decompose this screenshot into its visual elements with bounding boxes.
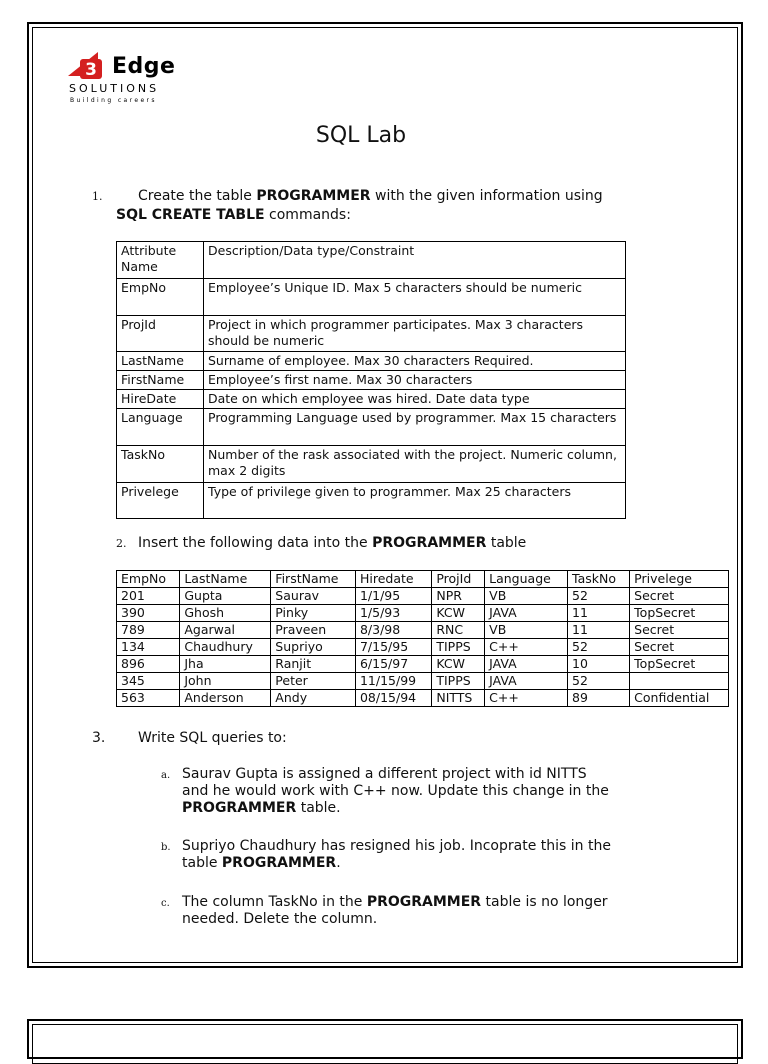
table-cell: 789	[117, 622, 180, 639]
table-cell: JAVA	[485, 656, 568, 673]
table-cell: Date on which employee was hired. Date data type	[204, 390, 626, 409]
table-cell: KCW	[432, 605, 485, 622]
table-header-row	[117, 571, 729, 588]
table-header-cell: Language	[485, 571, 568, 588]
table-cell: TopSecret	[630, 656, 729, 673]
table-row	[117, 588, 729, 605]
table-cell: Language	[117, 409, 204, 446]
table-cell: Andy	[271, 690, 356, 707]
table-cell: Gupta	[180, 588, 271, 605]
table-cell: Anderson	[180, 690, 271, 707]
table-cell: 1/1/95	[355, 588, 431, 605]
table-cell: 10	[568, 656, 630, 673]
logo-subtitle: SOLUTIONS	[69, 82, 160, 95]
table-cell: Jha	[180, 656, 271, 673]
question-3-number: 3.	[92, 730, 106, 746]
attribute-table	[116, 241, 626, 519]
table-cell: Supriyo	[271, 639, 356, 656]
table-cell: Ghosh	[180, 605, 271, 622]
table-cell: VB	[485, 622, 568, 639]
table-cell: 1/5/93	[355, 605, 431, 622]
logo-tagline: Building careers	[70, 97, 157, 104]
table-cell: Peter	[271, 673, 356, 690]
table-cell: Type of privilege given to programmer. Max 25 characters	[204, 483, 626, 519]
table-cell: Saurav	[271, 588, 356, 605]
table-row	[117, 409, 626, 446]
table-row	[117, 673, 729, 690]
table-cell: Surname of employee. Max 30 characters Required.	[204, 352, 626, 371]
question-1-line-1: Create the table PROGRAMMER with the given information using	[138, 188, 603, 204]
table-row	[117, 316, 626, 352]
table-cell: Ranjit	[271, 656, 356, 673]
item-b-text: Supriyo Chaudhury has resigned his job. Incoprate this in the table PROGRAMMER.	[182, 838, 611, 871]
table-header-cell: Privelege	[630, 571, 729, 588]
table-header-cell: TaskNo	[568, 571, 630, 588]
table-cell: EmpNo	[117, 279, 204, 316]
table-cell: Chaudhury	[180, 639, 271, 656]
page-title: SQL Lab	[315, 123, 407, 148]
item-c-letter: c.	[161, 898, 170, 909]
table-row	[117, 483, 626, 519]
table-cell: LastName	[117, 352, 204, 371]
table-cell: 8/3/98	[355, 622, 431, 639]
question-1-line-2: SQL CREATE TABLE commands:	[116, 207, 351, 223]
table-cell: 08/15/94	[355, 690, 431, 707]
logo-word: Edge	[112, 54, 176, 79]
table-cell: C++	[485, 690, 568, 707]
table-cell: 11	[568, 622, 630, 639]
item-c-text: The column TaskNo in the PROGRAMMER table is no longer needed. Delete the column.	[182, 894, 608, 927]
table-cell: Confidential	[630, 690, 729, 707]
next-page-border-inner	[32, 1024, 738, 1064]
table-cell: Privelege	[117, 483, 204, 519]
item-a-text: Saurav Gupta is assigned a different project with id NITTS and he would work with C++ now. Update this change in the PROGRAMMER table.	[182, 766, 609, 816]
table-header-cell: LastName	[180, 571, 271, 588]
table-cell: Secret	[630, 622, 729, 639]
table-cell: VB	[485, 588, 568, 605]
table-cell: 7/15/95	[355, 639, 431, 656]
question-3-text: Write SQL queries to:	[138, 730, 287, 746]
table-cell: 52	[568, 673, 630, 690]
table-cell: RNC	[432, 622, 485, 639]
table-cell	[630, 673, 729, 690]
table-row	[117, 446, 626, 483]
table-cell: 89	[568, 690, 630, 707]
table-cell: 201	[117, 588, 180, 605]
table-cell: JAVA	[485, 673, 568, 690]
table-cell: John	[180, 673, 271, 690]
table-cell: NPR	[432, 588, 485, 605]
table-cell: 896	[117, 656, 180, 673]
table-row	[117, 371, 626, 390]
table-cell: Agarwal	[180, 622, 271, 639]
page-title-wrap	[0, 123, 722, 148]
table-cell: 52	[568, 588, 630, 605]
table-cell: FirstName	[117, 371, 204, 390]
table-cell: 6/15/97	[355, 656, 431, 673]
table-cell: Praveen	[271, 622, 356, 639]
table-row	[117, 622, 729, 639]
table-cell: Project in which programmer participates. Max 3 characters should be numeric	[204, 316, 626, 352]
table-cell: TaskNo	[117, 446, 204, 483]
table-cell: HireDate	[117, 390, 204, 409]
table-cell: KCW	[432, 656, 485, 673]
table-header-cell: Description/Data type/Constraint	[204, 242, 626, 279]
table-cell: TIPPS	[432, 673, 485, 690]
table-cell: Number of the rask associated with the project. Numeric column, max 2 digits	[204, 446, 626, 483]
table-cell: TopSecret	[630, 605, 729, 622]
table-header-row	[117, 242, 626, 279]
table-cell: JAVA	[485, 605, 568, 622]
table-row	[117, 656, 729, 673]
table-cell: 563	[117, 690, 180, 707]
table-cell: C++	[485, 639, 568, 656]
logo	[68, 52, 178, 108]
table-cell: 345	[117, 673, 180, 690]
table-cell: 52	[568, 639, 630, 656]
table-header-cell: FirstName	[271, 571, 356, 588]
item-b-letter: b.	[161, 842, 171, 853]
logo-emblem-icon	[68, 52, 114, 82]
table-cell: Secret	[630, 588, 729, 605]
table-cell: ProjId	[117, 316, 204, 352]
question-1-number: 1.	[92, 190, 103, 203]
table-cell: NITTS	[432, 690, 485, 707]
table-cell: Employee’s first name. Max 30 characters	[204, 371, 626, 390]
table-header-cell: Hiredate	[355, 571, 431, 588]
table-row	[117, 352, 626, 371]
logo-digit: 3	[85, 60, 97, 80]
item-a-letter: a.	[161, 770, 171, 781]
table-cell: Pinky	[271, 605, 356, 622]
table-cell: 11/15/99	[355, 673, 431, 690]
table-cell: TIPPS	[432, 639, 485, 656]
table-cell: Employee’s Unique ID. Max 5 characters should be numeric	[204, 279, 626, 316]
table-cell: 390	[117, 605, 180, 622]
table-cell: Secret	[630, 639, 729, 656]
table-row	[117, 390, 626, 409]
table-cell: 134	[117, 639, 180, 656]
question-2-number: 2.	[116, 537, 127, 550]
table-cell: Programming Language used by programmer. Max 15 characters	[204, 409, 626, 446]
table-cell: 11	[568, 605, 630, 622]
table-row	[117, 690, 729, 707]
table-row	[117, 605, 729, 622]
programmer-data-table	[116, 570, 729, 707]
table-row	[117, 639, 729, 656]
table-header-cell: Attribute Name	[117, 242, 204, 279]
table-header-cell: ProjId	[432, 571, 485, 588]
table-row	[117, 279, 626, 316]
table-header-cell: EmpNo	[117, 571, 180, 588]
question-2-text: Insert the following data into the PROGRAMMER table	[138, 535, 527, 551]
